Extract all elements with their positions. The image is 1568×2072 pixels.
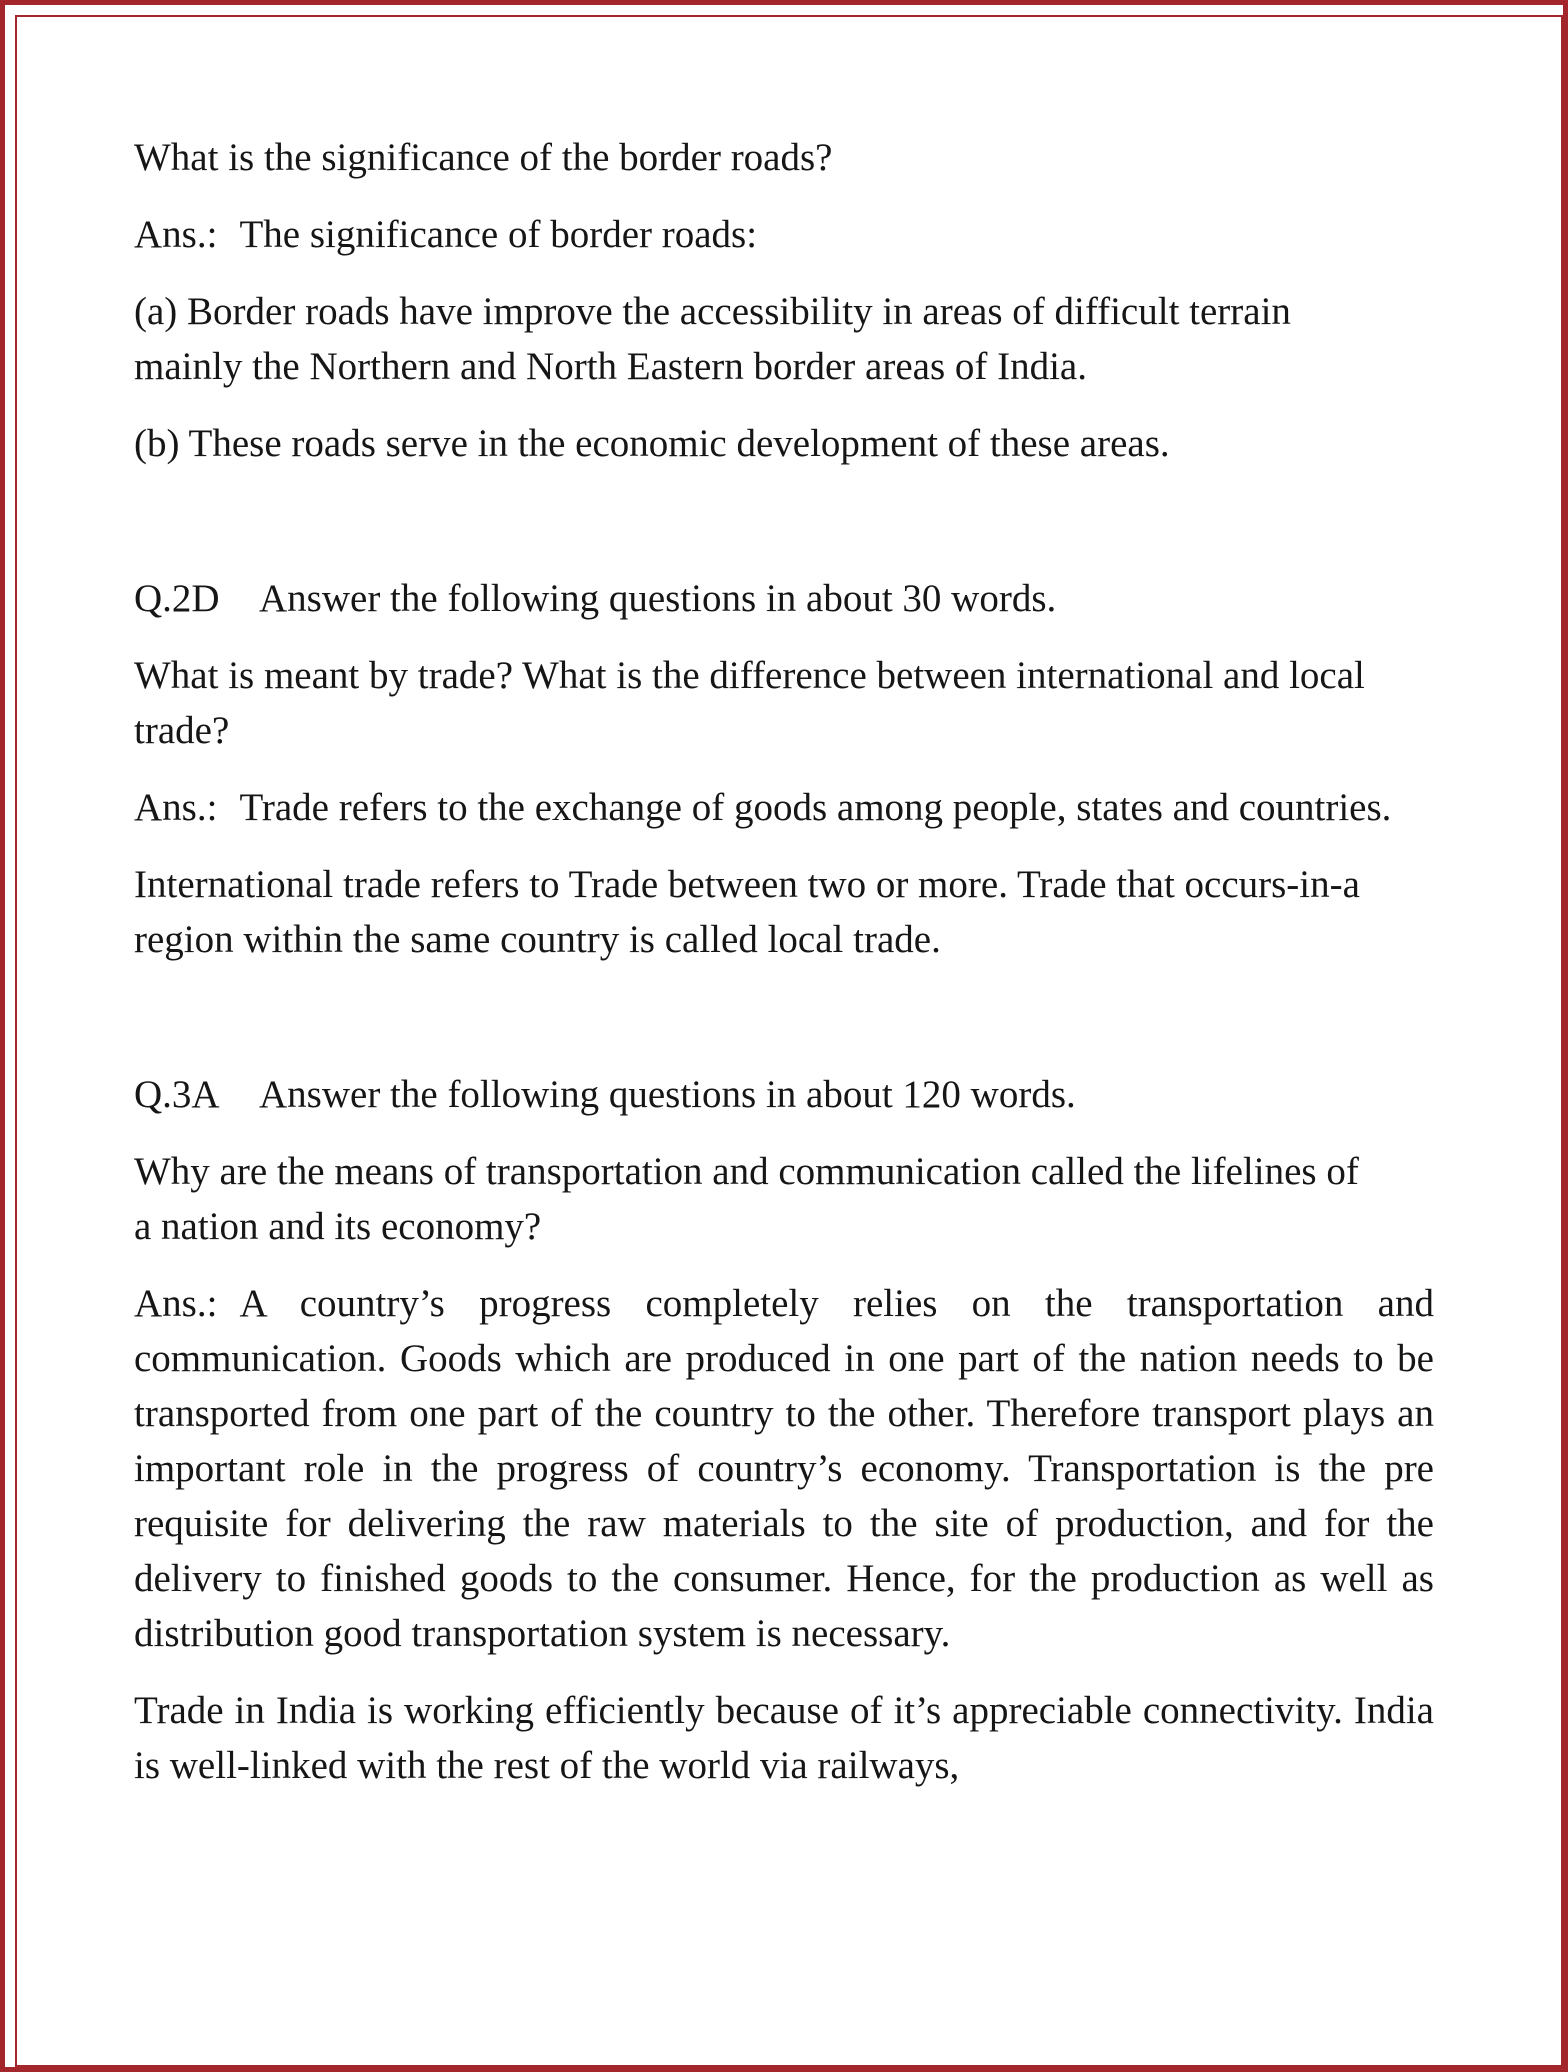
q1-point-a: (a) Border roads have improve the accessibility in areas of difficult terrain mainly the Northern and North Eastern border areas of India. [134,290,1291,388]
answer-label: Ans.: [134,786,218,829]
q3a-instruction: Answer the following questions in about 120 words. [259,1073,1076,1116]
section-spacer [134,493,1434,571]
q2d-answer-text: Trade refers to the exchange of goods among people, states and countries. [239,786,1392,829]
answer-label: Ans.: [134,1282,218,1325]
q3a-question: Why are the means of transportation and communication called the lifelines of a nation and its economy? [134,1150,1359,1248]
answer-label: Ans.: [134,213,218,256]
question-number: Q.3A [134,1073,220,1116]
q1-question: What is the significance of the border roads? [134,136,833,179]
q2d-answer [134,780,1414,835]
question-number: Q.2D [134,577,220,620]
section-spacer [134,989,1434,1067]
q3a-answer-para2: Trade in India is working efficiently because of it’s appreciable connectivity. India is well-linked with the rest of the world via railways, [134,1689,1434,1787]
q3a-heading [134,1067,1434,1122]
q1-answer-intro-text: The significance of border roads: [239,213,758,256]
q3a-answer [134,1276,1434,1661]
q2d-heading [134,571,1434,626]
document-body [134,130,1434,1815]
q2d-question: What is meant by trade? What is the difference between international and local trade? [134,654,1365,752]
q2d-answer-para2: International trade refers to Trade between two or more. Trade that occurs-in-a region within the same country is called local trade. [134,863,1360,961]
q3a-answer-text: A country’s progress completely relies on the transportation and communication. Goods which are produced in one part of the nation needs to be transported from one part of the country to the other. Therefore transport plays an important role in the progress of country’s economy. Transportation is the pre requisite for delivering the raw materials to the site of production, and for the delivery to finished goods to the consumer. Hence, for the production as well as distribution good transportation system is necessary. [134,1282,1434,1655]
q1-answer-intro [134,207,1434,262]
q2d-instruction: Answer the following questions in about 30 words. [259,577,1057,620]
q1-point-b: (b) These roads serve in the economic development of these areas. [134,422,1170,465]
